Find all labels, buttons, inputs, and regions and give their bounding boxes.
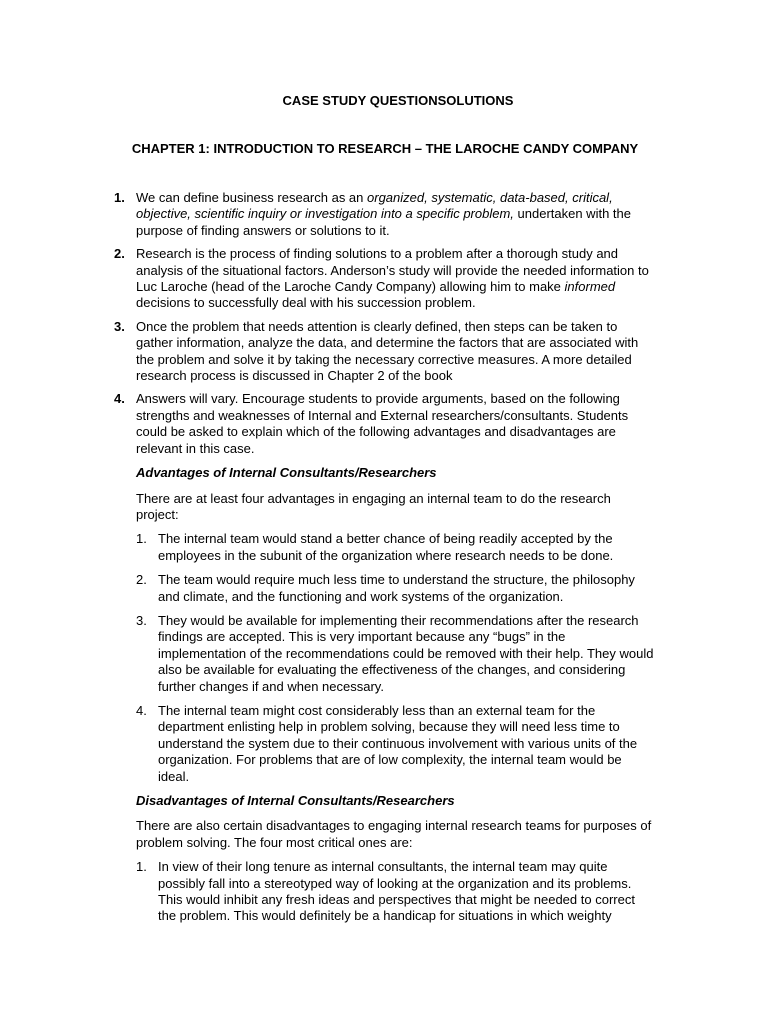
advantage-number: 3. bbox=[136, 612, 147, 628]
answer-number: 1. bbox=[114, 190, 125, 205]
answer-item bbox=[114, 319, 654, 385]
answer-number: 2. bbox=[114, 246, 125, 262]
advantage-text: The internal team might cost considerably less than an external team for the department enlisting help in problem solving, because they will need less time to understand the system due to their continuous involvement with various units of the organization. For problems that are of low complexity, the internal team would be ideal. bbox=[158, 702, 638, 784]
answer-number: 4. bbox=[114, 391, 125, 407]
advantage-item bbox=[114, 572, 654, 605]
advantage-number: 4. bbox=[136, 702, 147, 718]
answer-item bbox=[114, 391, 654, 457]
advantage-text: The team would require much less time to understand the structure, the philosophy and climate, and the functioning and work systems of the organization. bbox=[158, 572, 635, 604]
advantage-text: They would be available for implementing their recommendations after the research findings are accepted. This is very important because any “bugs” in the implementation of the recommendations could be removed with their help. They would also be available for evaluating the effectiveness of the changes, and considering further changes if and when necessary. bbox=[158, 612, 654, 694]
disadvantage-number: 1. bbox=[136, 859, 147, 875]
document-title: CASE STUDY QUESTIONSOLUTIONS bbox=[282, 93, 514, 108]
advantage-item bbox=[114, 613, 654, 695]
answer-item bbox=[114, 190, 654, 239]
advantage-item bbox=[114, 531, 654, 564]
disadvantages-intro: There are also certain disadvantages to engaging internal research teams for purposes of problem solving. The four most critical ones are: bbox=[136, 818, 652, 850]
disadvantages-heading: Disadvantages of Internal Consultants/Researchers bbox=[136, 793, 455, 808]
advantage-number: 2. bbox=[136, 572, 147, 588]
advantages-heading: Advantages of Internal Consultants/Researchers bbox=[136, 465, 437, 481]
answer-text: Once the problem that needs attention is clearly defined, then steps can be taken to gather information, analyze the data, and determine the factors that are associated with the problem and solve it by taking the necessary corrective measures. A more detailed research process is discussed in Chapter 2 of the book bbox=[136, 318, 639, 384]
advantage-text: The internal team would stand a better chance of being readily accepted by the employees in the subunit of the organization where research needs to be done. bbox=[158, 531, 614, 563]
chapter-title: CHAPTER 1: INTRODUCTION TO RESEARCH – THE LAROCHE CANDY COMPANY bbox=[131, 141, 639, 156]
answer-list bbox=[114, 190, 654, 933]
disadvantage-item bbox=[114, 859, 654, 925]
answer-text: Answers will vary. Encourage students to provide arguments, based on the following strengths and weaknesses of Internal and External researchers/consultants. Students could be asked to explain which of the following advantages and disadvantages are relevant in this case. bbox=[136, 391, 629, 456]
advantages-intro: There are at least four advantages in engaging an internal team to do the research project: bbox=[136, 490, 611, 522]
advantage-item bbox=[114, 703, 654, 785]
answer-number: 3. bbox=[114, 318, 125, 334]
advantage-number: 1. bbox=[136, 531, 147, 547]
answer-text: Research is the process of finding solutions to a problem after a thorough study and analysis of the situational factors. Anderson’s study will provide the needed information to Luc Laroche (head of the Laroche Candy Company) allowing him to make informed decisions to successfully deal with his succession problem. bbox=[136, 246, 649, 311]
answer-item bbox=[114, 246, 654, 312]
disadvantage-text: In view of their long tenure as internal consultants, the internal team may quite possibly fall into a stereotyped way of looking at the organization and its problems. This would inhibit any fresh ideas and perspectives that might be needed to correct the problem. This would definitely be a handicap for situations in which weighty bbox=[158, 859, 635, 924]
answer-text: We can define business research as an organized, systematic, data-based, critical, objective, scientific inquiry or investigation into a specific problem, undertaken with the purpose of finding answers or solutions to it. bbox=[136, 190, 631, 238]
